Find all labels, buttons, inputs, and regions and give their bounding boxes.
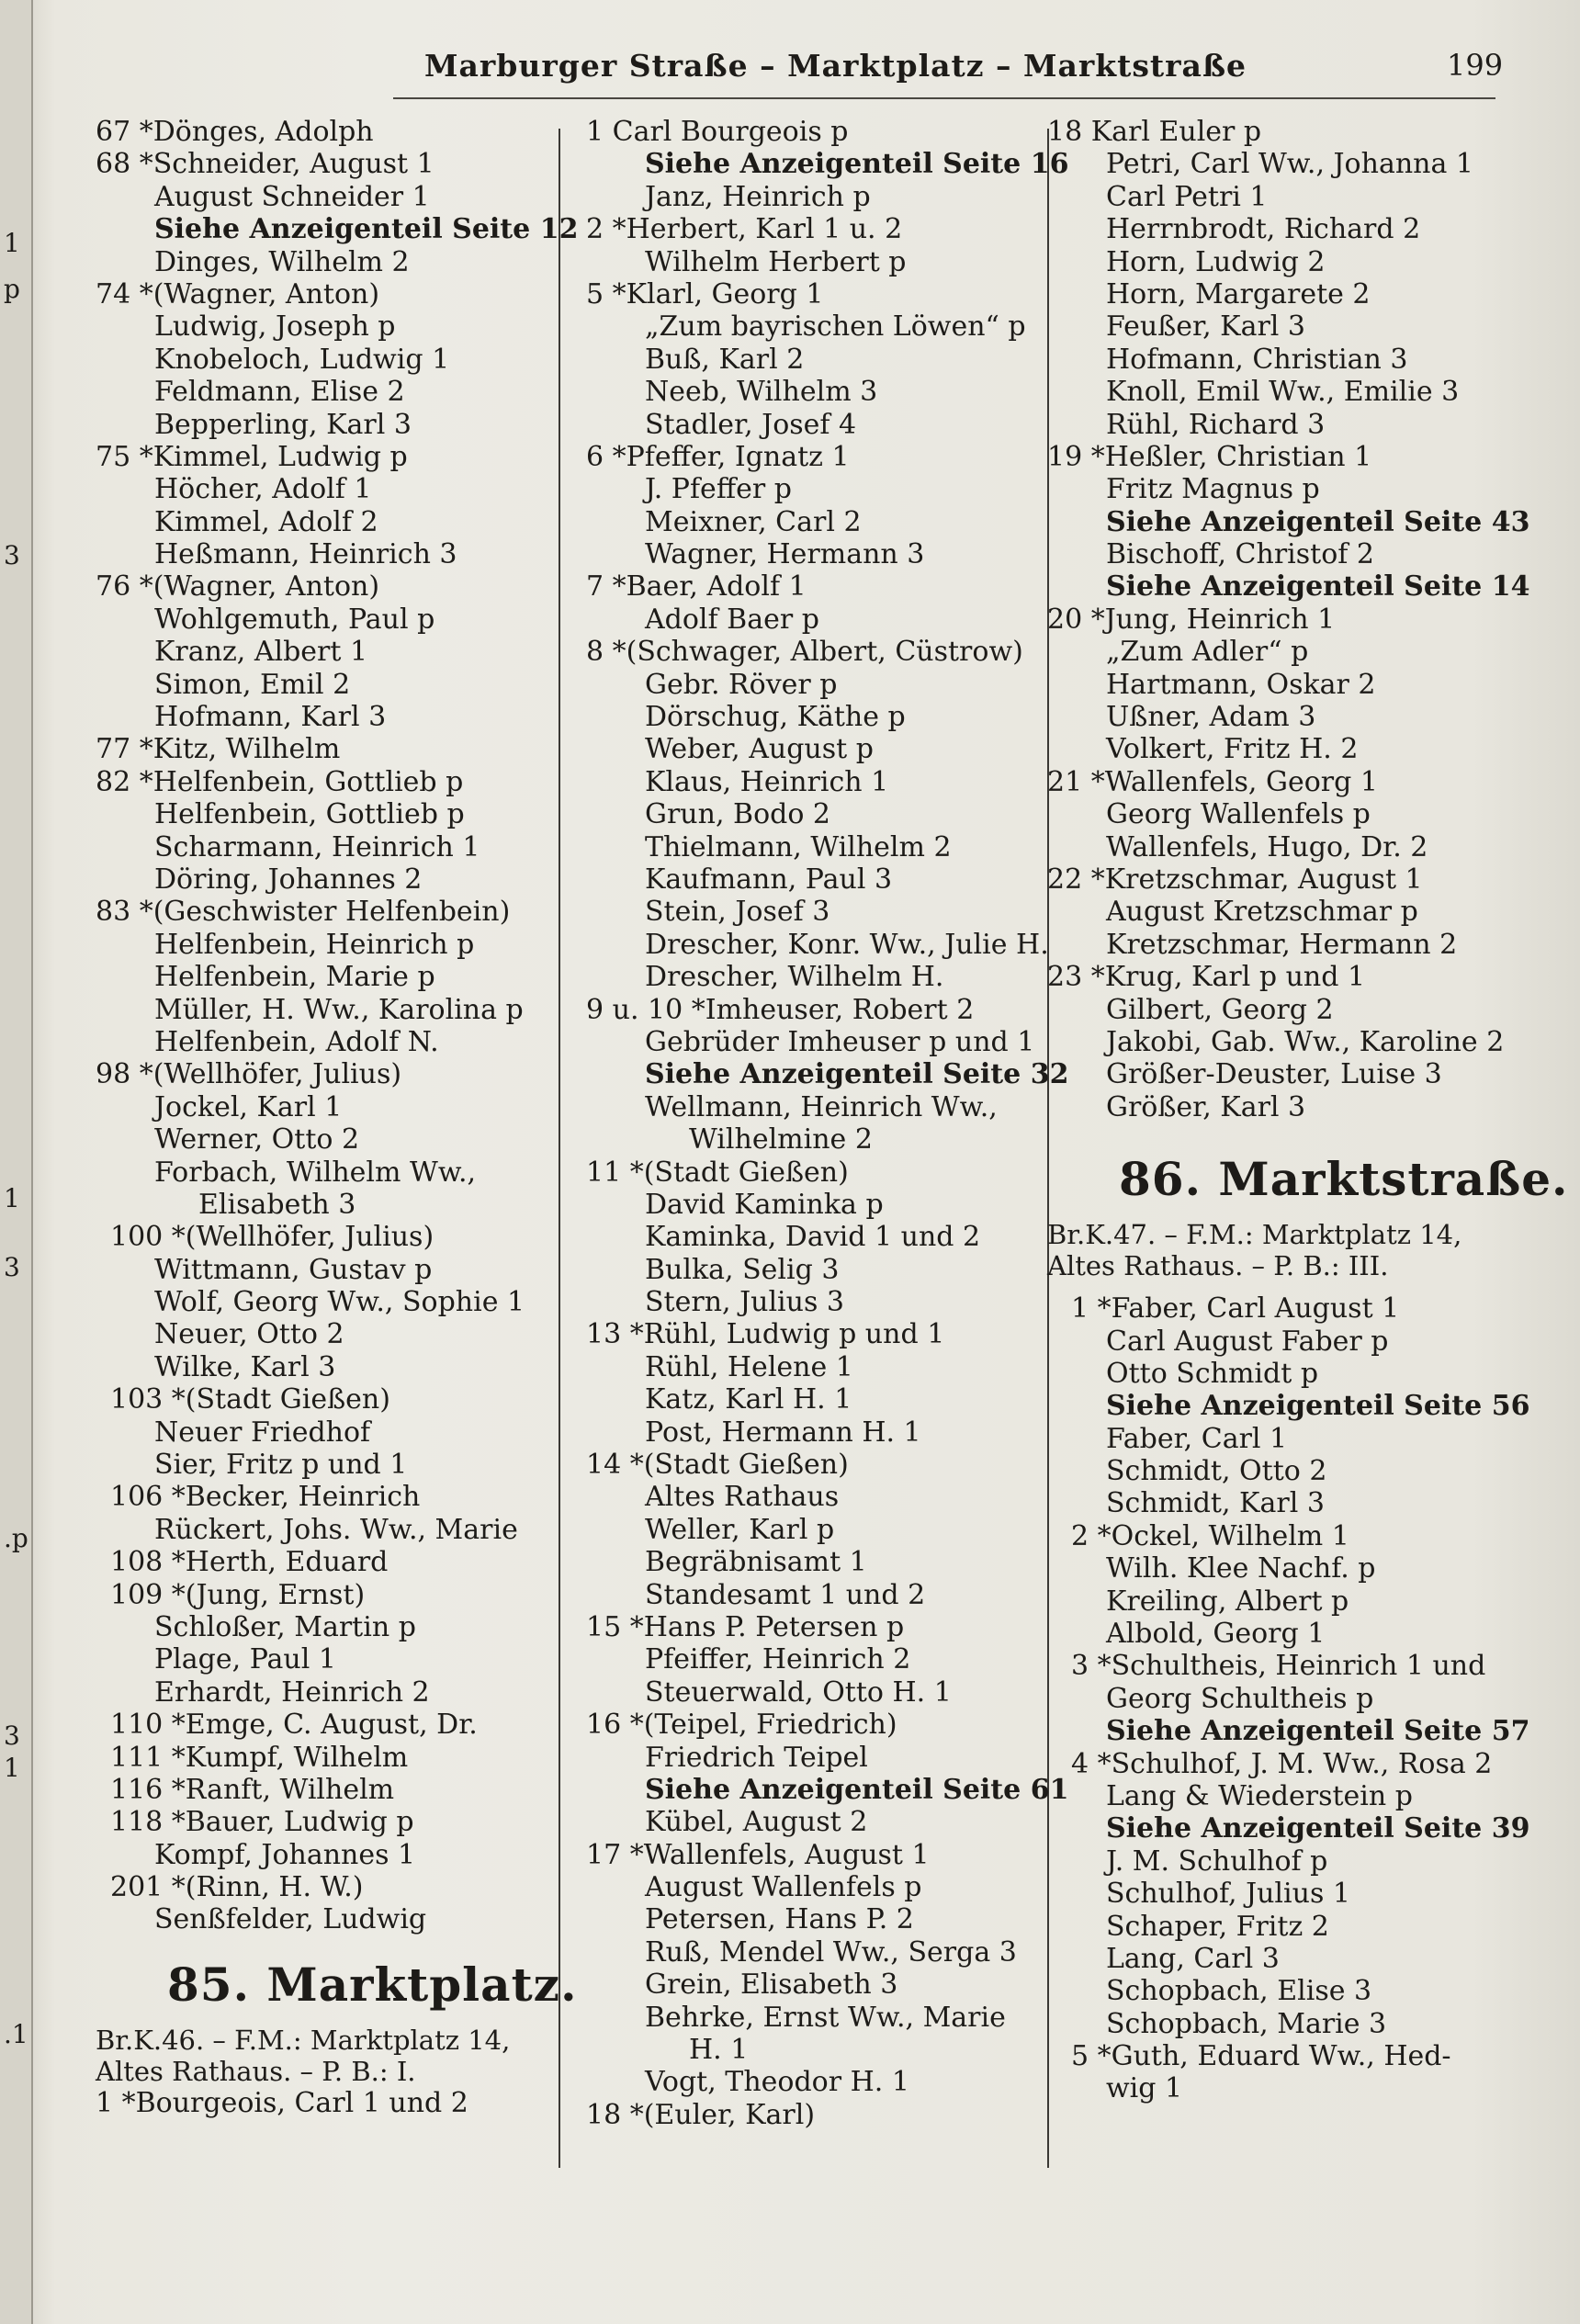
directory-entry: Werner, Otto 2 xyxy=(154,1123,360,1156)
directory-entry: Bulka, Selig 3 xyxy=(645,1253,840,1286)
directory-entry: Janz, Heinrich p xyxy=(645,180,871,213)
directory-entry: David Kaminka p xyxy=(645,1188,884,1221)
directory-entry: 16 *(Teipel, Friedrich) xyxy=(586,1709,897,1742)
directory-entry: Gilbert, Georg 2 xyxy=(1106,993,1334,1026)
directory-entry: Carl Petri 1 xyxy=(1106,180,1268,213)
directory-entry: Drescher, Wilhelm H. xyxy=(645,961,944,994)
directory-entry: 5 *Klarl, Georg 1 xyxy=(586,277,824,310)
directory-entry: 67 *Dönges, Adolph xyxy=(96,116,374,148)
directory-entry: Wallenfels, Hugo, Dr. 2 xyxy=(1106,830,1428,863)
directory-entry: Helfenbein, Gottlieb p xyxy=(154,798,465,831)
directory-entry: Drescher, Konr. Ww., Julie H. xyxy=(645,928,1049,961)
advert-reference: Siehe Anzeigenteil Seite 12 xyxy=(154,213,579,246)
directory-entry: Höcher, Adolf 1 xyxy=(154,473,372,506)
directory-entry: Dörschug, Käthe p xyxy=(645,701,906,734)
directory-entry: Gebrüder Imheuser p und 1 xyxy=(645,1025,1035,1058)
directory-entry: Steuerwald, Otto H. 1 xyxy=(645,1675,952,1709)
directory-entry: Schopbach, Elise 3 xyxy=(1106,1975,1372,2008)
margin-char: 1 xyxy=(4,1183,20,1213)
directory-entry: 17 *Wallenfels, August 1 xyxy=(586,1838,930,1871)
advert-reference: Siehe Anzeigenteil Seite 16 xyxy=(645,148,1069,181)
directory-entry: Ludwig, Joseph p xyxy=(154,310,396,344)
directory-entry: Altes Rathaus xyxy=(645,1481,840,1514)
directory-entry: Ußner, Adam 3 xyxy=(1106,701,1316,734)
advert-reference: Siehe Anzeigenteil Seite 39 xyxy=(1106,1812,1530,1845)
directory-entry: Vogt, Theodor H. 1 xyxy=(645,2066,909,2099)
directory-entry: Petersen, Hans P. 2 xyxy=(645,1903,914,1936)
margin-char: 3 xyxy=(4,540,20,570)
margin-char: .1 xyxy=(4,2019,28,2049)
directory-entry: Bepperling, Karl 3 xyxy=(154,408,412,441)
directory-entry: Schmidt, Karl 3 xyxy=(1106,1487,1325,1520)
advert-reference: Siehe Anzeigenteil Seite 32 xyxy=(645,1058,1069,1091)
directory-entry: Senßfelder, Ludwig xyxy=(154,1903,427,1936)
directory-entry: Helfenbein, Adolf N. xyxy=(154,1025,439,1058)
directory-entry: Grein, Elisabeth 3 xyxy=(645,1969,898,2002)
directory-entry: Fritz Magnus p xyxy=(1106,473,1320,506)
directory-entry: Behrke, Ernst Ww., Marie xyxy=(645,2001,1006,2034)
directory-entry: Grun, Bodo 2 xyxy=(645,798,831,831)
directory-entry: Hofmann, Christian 3 xyxy=(1106,343,1408,376)
directory-entry: Dinges, Wilhelm 2 xyxy=(154,245,410,278)
directory-entry: Kaufmann, Paul 3 xyxy=(645,863,893,896)
directory-entry: 74 *(Wagner, Anton) xyxy=(96,277,380,310)
directory-entry: 100 *(Wellhöfer, Julius) xyxy=(110,1221,434,1254)
directory-entry: 110 *Emge, C. August, Dr. xyxy=(110,1709,478,1742)
directory-entry: Adolf Baer p xyxy=(645,603,819,636)
directory-entry: 103 *(Stadt Gießen) xyxy=(110,1383,390,1416)
directory-entry: Neeb, Wilhelm 3 xyxy=(645,376,878,409)
section-info: Br.K.47. – F.M.: Marktplatz 14, xyxy=(1047,1219,1462,1251)
directory-entry: 20 *Jung, Heinrich 1 xyxy=(1047,603,1336,636)
margin-char: p xyxy=(4,274,20,304)
advert-reference: Siehe Anzeigenteil Seite 57 xyxy=(1106,1715,1530,1748)
section-info: Altes Rathaus. – P. B.: III. xyxy=(1047,1250,1389,1282)
directory-entry: Knoll, Emil Ww., Emilie 3 xyxy=(1106,376,1460,409)
directory-entry: Lang, Carl 3 xyxy=(1106,1942,1280,1975)
directory-entry: Erhardt, Heinrich 2 xyxy=(154,1675,430,1709)
directory-entry: 77 *Kitz, Wilhelm xyxy=(96,733,341,766)
directory-entry: Ruß, Mendel Ww., Serga 3 xyxy=(645,1935,1017,1969)
directory-entry: Faber, Carl 1 xyxy=(1106,1422,1288,1455)
directory-entry: August Wallenfels p xyxy=(645,1871,922,1904)
directory-entry: Wilhelm Herbert p xyxy=(645,245,907,278)
directory-entry: 106 *Becker, Heinrich xyxy=(110,1481,421,1514)
directory-entry: Herrnbrodt, Richard 2 xyxy=(1106,213,1421,246)
directory-entry: J. M. Schulhof p xyxy=(1106,1845,1328,1878)
directory-entry: Plage, Paul 1 xyxy=(154,1643,336,1676)
directory-entry: Kreiling, Albert p xyxy=(1106,1585,1349,1618)
directory-entry: Wellmann, Heinrich Ww., xyxy=(645,1090,998,1123)
directory-entry: 4 *Schulhof, J. M. Ww., Rosa 2 xyxy=(1071,1747,1493,1780)
directory-entry: Forbach, Wilhelm Ww., xyxy=(154,1156,477,1189)
running-header xyxy=(0,48,1580,103)
directory-entry: Schloßer, Martin p xyxy=(154,1610,416,1643)
directory-entry: 82 *Helfenbein, Gottlieb p xyxy=(96,765,464,798)
directory-entry: Georg Wallenfels p xyxy=(1106,798,1371,831)
directory-entry: Carl August Faber p xyxy=(1106,1325,1389,1358)
directory-entry: Albold, Georg 1 xyxy=(1106,1618,1326,1651)
directory-entry: Wilhelmine 2 xyxy=(689,1123,873,1156)
directory-entry: Rühl, Helene 1 xyxy=(645,1350,853,1383)
section-heading: 85. Marktplatz. xyxy=(167,1957,578,2012)
margin-char: 3 xyxy=(4,1720,20,1751)
directory-entry: Pfeiffer, Heinrich 2 xyxy=(645,1643,911,1676)
directory-entry: Otto Schmidt p xyxy=(1106,1357,1319,1390)
directory-entry: 23 *Krug, Karl p und 1 xyxy=(1047,961,1366,994)
directory-entry: Sier, Fritz p und 1 xyxy=(154,1449,408,1482)
directory-entry: Hofmann, Karl 3 xyxy=(154,701,387,734)
directory-entry: Knobeloch, Ludwig 1 xyxy=(154,343,450,376)
directory-entry: Petri, Carl Ww., Johanna 1 xyxy=(1106,148,1473,181)
directory-entry: H. 1 xyxy=(689,2034,749,2067)
directory-entry: Meixner, Carl 2 xyxy=(645,505,862,538)
directory-entry: 9 u. 10 *Imheuser, Robert 2 xyxy=(586,993,975,1026)
directory-entry: Wilke, Karl 3 xyxy=(154,1350,336,1383)
directory-entry: Jakobi, Gab. Ww., Karoline 2 xyxy=(1106,1025,1505,1058)
directory-entry: Rühl, Richard 3 xyxy=(1106,408,1326,441)
directory-entry: 22 *Kretzschmar, August 1 xyxy=(1047,863,1423,896)
directory-entry: Post, Hermann H. 1 xyxy=(645,1416,921,1449)
directory-entry: Elisabeth 3 xyxy=(198,1188,356,1221)
directory-entry: 116 *Ranft, Wilhelm xyxy=(110,1773,395,1806)
directory-entry: Kranz, Albert 1 xyxy=(154,636,368,669)
margin-char: 1 xyxy=(4,1753,20,1783)
directory-entry: 5 *Guth, Eduard Ww., Hed- xyxy=(1071,2040,1451,2073)
directory-entry: „Zum bayrischen Löwen“ p xyxy=(645,310,1026,344)
directory-entry: Wohlgemuth, Paul p xyxy=(154,603,435,636)
directory-entry: Stern, Julius 3 xyxy=(645,1286,844,1319)
directory-entry: 108 *Herth, Eduard xyxy=(110,1546,389,1579)
directory-entry: 13 *Rühl, Ludwig p und 1 xyxy=(586,1318,945,1351)
page-number: 199 xyxy=(1447,48,1504,83)
directory-entry: Horn, Ludwig 2 xyxy=(1106,245,1326,278)
advert-reference: Siehe Anzeigenteil Seite 43 xyxy=(1106,505,1530,538)
directory-entry: 14 *(Stadt Gießen) xyxy=(586,1449,849,1482)
directory-entry: Wolf, Georg Ww., Sophie 1 xyxy=(154,1286,525,1319)
margin-char: 3 xyxy=(4,1252,20,1282)
directory-entry: 11 *(Stadt Gießen) xyxy=(586,1156,849,1189)
directory-entry: 2 *Herbert, Karl 1 u. 2 xyxy=(586,213,903,246)
directory-entry: Simon, Emil 2 xyxy=(154,668,351,701)
directory-entry: Hartmann, Oskar 2 xyxy=(1106,668,1376,701)
directory-entry: 6 *Pfeffer, Ignatz 1 xyxy=(586,440,850,473)
directory-entry: Wittmann, Gustav p xyxy=(154,1253,433,1286)
directory-entry: Größer, Karl 3 xyxy=(1106,1090,1306,1123)
directory-entry: J. Pfeffer p xyxy=(645,473,792,506)
directory-entry: Kompf, Johannes 1 xyxy=(154,1838,416,1871)
adjacent-page-margin xyxy=(0,0,33,2324)
directory-entry: Thielmann, Wilhelm 2 xyxy=(645,830,952,863)
directory-entry: August Schneider 1 xyxy=(154,180,430,213)
directory-entry: Klaus, Heinrich 1 xyxy=(645,765,889,798)
directory-entry: wig 1 xyxy=(1106,2072,1183,2105)
directory-entry: Katz, Karl H. 1 xyxy=(645,1383,852,1416)
directory-entry: 109 *(Jung, Ernst) xyxy=(110,1578,366,1611)
section-info: Br.K.46. – F.M.: Marktplatz 14, xyxy=(96,2024,511,2056)
directory-entry: Kaminka, David 1 und 2 xyxy=(645,1221,981,1254)
advert-reference: Siehe Anzeigenteil Seite 61 xyxy=(645,1773,1069,1806)
directory-entry: Kimmel, Adolf 2 xyxy=(154,505,378,538)
directory-entry: Neuer, Otto 2 xyxy=(154,1318,344,1351)
directory-entry: Jockel, Karl 1 xyxy=(154,1090,343,1123)
directory-entry: Weber, August p xyxy=(645,733,874,766)
directory-entry: Schopbach, Marie 3 xyxy=(1106,2007,1387,2040)
directory-entry: 1 Carl Bourgeois p xyxy=(586,116,849,148)
directory-entry: 7 *Baer, Adolf 1 xyxy=(586,570,807,604)
directory-entry: Friedrich Teipel xyxy=(645,1741,868,1774)
directory-entry: Wagner, Hermann 3 xyxy=(645,538,925,571)
directory-entry: Kretzschmar, Hermann 2 xyxy=(1106,928,1458,961)
directory-entry: Neuer Friedhof xyxy=(154,1416,371,1449)
column-2 xyxy=(586,116,1069,2131)
header-title: Marburger Straße – Marktplatz – Marktstraße xyxy=(424,48,1247,84)
directory-entry: 8 *(Schwager, Albert, Cüstrow) xyxy=(586,636,1023,669)
directory-entry: Müller, H. Ww., Karolina p xyxy=(154,993,524,1026)
directory-entry: 18 *(Euler, Karl) xyxy=(586,2098,816,2131)
column-3 xyxy=(1047,116,1569,2105)
directory-entry: 3 *Schultheis, Heinrich 1 und xyxy=(1071,1650,1486,1683)
directory-entry: 2 *Ockel, Wilhelm 1 xyxy=(1071,1519,1349,1552)
directory-entry: Volkert, Fritz H. 2 xyxy=(1106,733,1359,766)
directory-entry: Schulhof, Julius 1 xyxy=(1106,1878,1350,1911)
directory-entry: Begräbnisamt 1 xyxy=(645,1546,867,1579)
directory-entry: Standesamt 1 und 2 xyxy=(645,1578,926,1611)
directory-entry: 111 *Kumpf, Wilhelm xyxy=(110,1741,409,1774)
directory-entry: 201 *(Rinn, H. W.) xyxy=(110,1871,364,1904)
directory-entry: 21 *Wallenfels, Georg 1 xyxy=(1047,765,1378,798)
directory-entry: Scharmann, Heinrich 1 xyxy=(154,830,480,863)
directory-entry: 18 Karl Euler p xyxy=(1047,116,1262,148)
directory-entry: „Zum Adler“ p xyxy=(1106,636,1309,669)
directory-entry: 15 *Hans P. Petersen p xyxy=(586,1610,905,1643)
directory-entry: Kübel, August 2 xyxy=(645,1806,868,1839)
directory-entry: Helfenbein, Marie p xyxy=(154,961,435,994)
directory-entry: Georg Schultheis p xyxy=(1106,1682,1374,1715)
directory-entry: Rückert, Johs. Ww., Marie xyxy=(154,1513,518,1546)
directory-entry: Buß, Karl 2 xyxy=(645,343,805,376)
directory-entry: Stein, Josef 3 xyxy=(645,896,830,929)
directory-entry: Weller, Karl p xyxy=(645,1513,835,1546)
advert-reference: Siehe Anzeigenteil Seite 14 xyxy=(1106,570,1530,604)
margin-char: .p xyxy=(4,1523,28,1553)
directory-entry: 98 *(Wellhöfer, Julius) xyxy=(96,1058,402,1091)
directory-entry: August Kretzschmar p xyxy=(1106,896,1418,929)
directory-entry: 68 *Schneider, August 1 xyxy=(96,148,434,181)
directory-entry: Lang & Wiederstein p xyxy=(1106,1779,1413,1812)
directory-entry: 83 *(Geschwister Helfenbein) xyxy=(96,896,511,929)
column-1 xyxy=(96,116,579,2119)
directory-entry: Helfenbein, Heinrich p xyxy=(154,928,475,961)
directory-entry: Döring, Johannes 2 xyxy=(154,863,423,896)
directory-entry: 1 *Bourgeois, Carl 1 und 2 xyxy=(96,2086,468,2119)
directory-entry: Stadler, Josef 4 xyxy=(645,408,857,441)
section-heading: 86. Marktstraße. xyxy=(1119,1152,1569,1207)
directory-entry: Horn, Margarete 2 xyxy=(1106,277,1371,310)
directory-entry: Heßmann, Heinrich 3 xyxy=(154,538,457,571)
directory-entry: Bischoff, Christof 2 xyxy=(1106,538,1374,571)
directory-entry: Größer-Deuster, Luise 3 xyxy=(1106,1058,1442,1091)
directory-entry: 118 *Bauer, Ludwig p xyxy=(110,1806,414,1839)
directory-entry: 76 *(Wagner, Anton) xyxy=(96,570,380,604)
header-rule xyxy=(393,97,1495,99)
directory-entry: Feußer, Karl 3 xyxy=(1106,310,1306,344)
directory-entry: Feldmann, Elise 2 xyxy=(154,376,405,409)
directory-entry: Schmidt, Otto 2 xyxy=(1106,1455,1327,1488)
directory-entry: Gebr. Röver p xyxy=(645,668,838,701)
directory-entry: 1 *Faber, Carl August 1 xyxy=(1071,1292,1400,1326)
section-info: Altes Rathaus. – P. B.: I. xyxy=(96,2055,416,2087)
directory-entry: 19 *Heßler, Christian 1 xyxy=(1047,440,1372,473)
directory-entry: Wilh. Klee Nachf. p xyxy=(1106,1552,1376,1585)
advert-reference: Siehe Anzeigenteil Seite 56 xyxy=(1106,1390,1530,1423)
margin-char: 1 xyxy=(4,228,20,258)
directory-entry: 75 *Kimmel, Ludwig p xyxy=(96,440,408,473)
directory-entry: Schaper, Fritz 2 xyxy=(1106,1910,1329,1943)
